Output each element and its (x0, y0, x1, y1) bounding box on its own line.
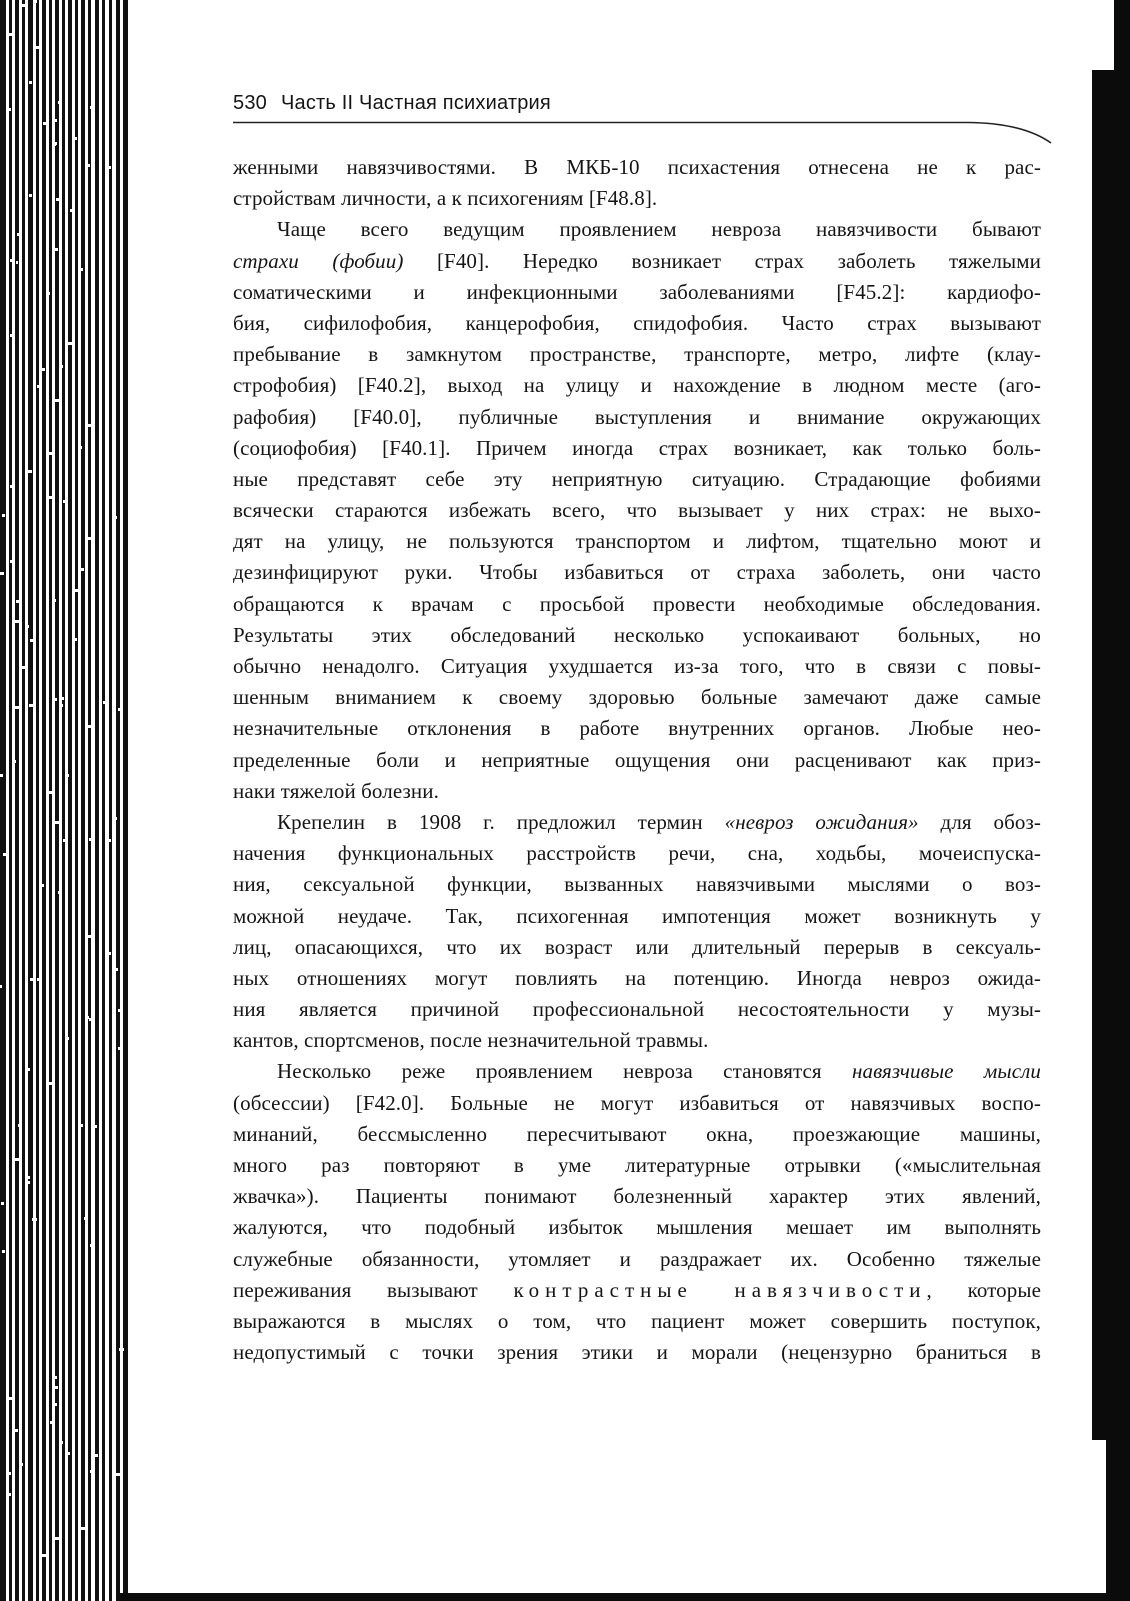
scan-right-border (1072, 0, 1130, 1601)
text-line: жалуются, что подобный избыток мышления мешает им выполнять (233, 1215, 1041, 1240)
page-number: 530 (233, 92, 267, 114)
text-line: жвачка»). Пациенты понимают болезненный характер этих явлений, (233, 1184, 1041, 1209)
spaced-term: контрастные навязчивости (513, 1277, 927, 1302)
text-line: выражаются в мыслях о том, что пациент может совершить поступок, (233, 1308, 1041, 1333)
text-line: дят на улицу, не пользуются транспортом и лифтом, тщательно моют и (233, 529, 1041, 554)
text-line: много раз повторяют в уме литературные отрывки («мыслительная (233, 1153, 1041, 1177)
italic-term: «невроз ожидания» (724, 809, 919, 834)
text-line: обычно ненадолго. Ситуация ухудшается из-за того, что в связи с повы- (233, 654, 1041, 678)
running-header (233, 92, 1053, 122)
text-line: страхи (фобии) [F40]. Нередко возникает страх заболеть тяжелыми (233, 248, 1041, 273)
text-line: пребывание в замкнутом пространстве, транспорте, метро, лифте (клау- (233, 342, 1041, 367)
text-line: кантов, спортсменов, после незначительной травмы. (233, 1028, 709, 1053)
text-line: лиц, опасающихся, что их возраст или длительный перерыв в сексуаль- (233, 934, 1041, 959)
text-line: Крепелин в 1908 г. предложил термин «невроз ожидания» для обоз- (277, 809, 1041, 834)
italic-term: навязчивые мысли (851, 1059, 1041, 1084)
book-page-edges (0, 0, 128, 1601)
scan-bottom-border (0, 1571, 1130, 1601)
text-line: ных отношениях могут повлиять на потенцию. Иногда невроз ожида- (233, 965, 1041, 990)
text-line: соматическими и инфекционными заболеваниями [F45.2]: кардиофо- (233, 279, 1041, 304)
text-line: (социофобия) [F40.1]. Причем иногда страх возникает, как только боль- (233, 435, 1041, 460)
text-line: незначительные отклонения в работе внутренних органов. Любые нео- (233, 716, 1041, 741)
text-line: можной неудаче. Так, психогенная импотенция может возникнуть у (233, 903, 1041, 928)
text-line: (обсессии) [F42.0]. Больные не могут избавиться от навязчивых воспо- (233, 1090, 1041, 1115)
text-line: минаний, бессмысленно пересчитывают окна, проезжающие машины, (233, 1121, 1041, 1146)
text-line: рафобия) [F40.0], публичные выступления и внимание окружающих (233, 404, 1041, 429)
text-line: обращаются к врачам с просьбой провести необходимые обследования. (233, 591, 1041, 616)
text-line: бия, сифилофобия, канцерофобия, спидофобия. Часто страх вызывают (233, 310, 1041, 335)
text-line: Несколько реже проявлением невроза становятся навязчивые мысли (277, 1059, 1041, 1084)
text-line: всячески стараются избежать всего, что вызывает у них страх: не выхо- (233, 498, 1041, 523)
text-line: строфобия) [F40.2], выход на улицу и нахождение в людном месте (аго- (233, 373, 1041, 398)
text-line: недопустимый с точки зрения этики и морали (нецензурно браниться в (233, 1340, 1041, 1365)
text-line: наки тяжелой болезни. (233, 778, 439, 803)
text-line: переживания вызывают контрастные навязчивости, которые (233, 1277, 1041, 1302)
text-line: служебные обязанности, утомляет и раздражает их. Особенно тяжелые (233, 1246, 1041, 1271)
text-line: женными навязчивостями. В МКБ-10 психастения отнесена не к рас- (233, 155, 1041, 179)
text-line: ния, сексуальной функции, вызванных навязчивыми мыслями о воз- (233, 872, 1041, 897)
italic-term: страхи (фобии) (233, 248, 404, 273)
text-line: дезинфицируют руки. Чтобы избавиться от страха заболеть, они часто (233, 560, 1041, 585)
text-line: ные представят себе эту неприятную ситуацию. Страдающие фобиями (233, 466, 1041, 491)
body-text (233, 152, 1041, 1368)
text-line: шенным вниманием к своему здоровью больные замечают даже самые (233, 685, 1041, 710)
text-line: стройствам личности, а к психогениям [F48.8]. (233, 186, 658, 211)
text-line: Чаще всего ведущим проявлением невроза навязчивости бывают (277, 217, 1041, 242)
text-line: пределенные боли и неприятные ощущения они расценивают как приз- (233, 747, 1041, 772)
text-line: ния является причиной профессиональной несостоятельности у музы- (233, 997, 1041, 1022)
text-line: Результаты этих обследований несколько успокаивают больных, но (233, 622, 1041, 647)
running-title: Часть II Частная психиатрия (280, 92, 551, 114)
text-line: начения функциональных расстройств речи, сна, ходьбы, мочеиспуска- (233, 841, 1041, 866)
